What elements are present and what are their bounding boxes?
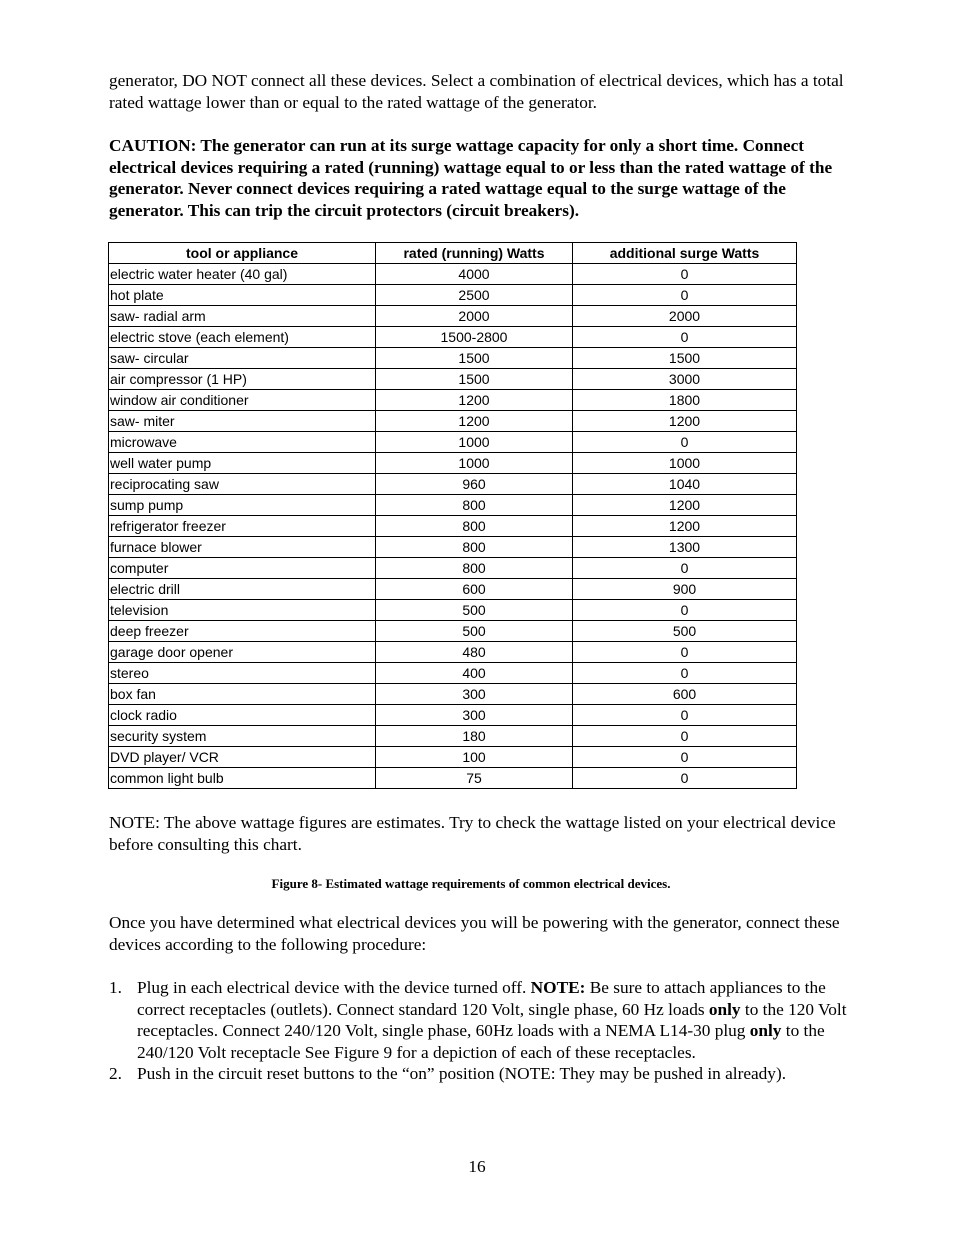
- cell-rated-watts: 1000: [376, 453, 573, 474]
- table-row: [109, 495, 797, 516]
- cell-rated-watts: 1500-2800: [376, 327, 573, 348]
- step-emphasis: only: [708, 999, 741, 1019]
- cell-rated-watts: 400: [376, 663, 573, 684]
- table-header-row: [109, 243, 797, 264]
- note-paragraph: NOTE: The above wattage figures are estimates. Try to check the wattage listed on your electrical device before consulting this chart.: [109, 813, 836, 854]
- header-rated-watts: rated (running) Watts: [376, 243, 573, 264]
- table-row: [109, 432, 797, 453]
- step-text: Plug in each electrical device with the device turned off.: [137, 978, 531, 997]
- cell-surge-watts: 900: [573, 579, 797, 600]
- cell-surge-watts: 0: [573, 264, 797, 285]
- cell-rated-watts: 800: [376, 537, 573, 558]
- cell-appliance: hot plate: [109, 285, 376, 306]
- cell-surge-watts: 3000: [573, 369, 797, 390]
- cell-surge-watts: 0: [573, 285, 797, 306]
- cell-appliance: electric water heater (40 gal): [109, 264, 376, 285]
- table-row: [109, 411, 797, 432]
- table-row: [109, 579, 797, 600]
- cell-surge-watts: 1200: [573, 516, 797, 537]
- page-number: 16: [468, 1157, 486, 1176]
- cell-surge-watts: 0: [573, 726, 797, 747]
- cell-surge-watts: 1200: [573, 495, 797, 516]
- cell-rated-watts: 1500: [376, 348, 573, 369]
- step-text: to the 120 Volt receptacles. Connect 240/120 Volt, single phase, 60Hz loads with a NEMA L14-30 plug: [137, 999, 847, 1040]
- table-row: [109, 726, 797, 747]
- cell-appliance: DVD player/ VCR: [109, 747, 376, 768]
- cell-rated-watts: 800: [376, 495, 573, 516]
- cell-rated-watts: 1000: [376, 432, 573, 453]
- cell-rated-watts: 180: [376, 726, 573, 747]
- header-tool: tool or appliance: [109, 243, 376, 264]
- table-row: [109, 621, 797, 642]
- cell-surge-watts: 0: [573, 558, 797, 579]
- cell-rated-watts: 800: [376, 516, 573, 537]
- cell-appliance: electric drill: [109, 579, 376, 600]
- table-row: [109, 663, 797, 684]
- cell-appliance: air compressor (1 HP): [109, 369, 376, 390]
- cell-rated-watts: 960: [376, 474, 573, 495]
- cell-appliance: reciprocating saw: [109, 474, 376, 495]
- step-text: Be sure to attach appliances to the correct receptacles (outlets). Connect standard 120 Volt, single phase, 60 Hz loads: [137, 978, 826, 1019]
- cell-rated-watts: 480: [376, 642, 573, 663]
- cell-appliance: computer: [109, 558, 376, 579]
- cell-surge-watts: 1800: [573, 390, 797, 411]
- cell-appliance: box fan: [109, 684, 376, 705]
- cell-appliance: electric stove (each element): [109, 327, 376, 348]
- procedure-step: [109, 1063, 854, 1085]
- figure-caption: Figure 8- Estimated wattage requirements of common electrical devices.: [271, 876, 671, 891]
- table-row: [109, 537, 797, 558]
- cell-surge-watts: 0: [573, 768, 797, 789]
- cell-appliance: security system: [109, 726, 376, 747]
- cell-appliance: deep freezer: [109, 621, 376, 642]
- cell-rated-watts: 100: [376, 747, 573, 768]
- cell-rated-watts: 1200: [376, 411, 573, 432]
- procedure-intro: Once you have determined what electrical devices you will be powering with the generator, connect these devices according to the following procedure:: [109, 913, 840, 954]
- table-row: [109, 264, 797, 285]
- cell-rated-watts: 300: [376, 684, 573, 705]
- cell-rated-watts: 600: [376, 579, 573, 600]
- cell-appliance: television: [109, 600, 376, 621]
- cell-appliance: garage door opener: [109, 642, 376, 663]
- table-row: [109, 390, 797, 411]
- cell-rated-watts: 1500: [376, 369, 573, 390]
- step-number: 1.: [109, 978, 122, 997]
- table-row: [109, 285, 797, 306]
- cell-rated-watts: 500: [376, 621, 573, 642]
- table-row: [109, 747, 797, 768]
- table-row: [109, 327, 797, 348]
- cell-surge-watts: 600: [573, 684, 797, 705]
- cell-surge-watts: 1040: [573, 474, 797, 495]
- cell-rated-watts: 800: [376, 558, 573, 579]
- table-row: [109, 453, 797, 474]
- table-row: [109, 768, 797, 789]
- step-emphasis: NOTE:: [530, 978, 586, 997]
- table-row: [109, 705, 797, 726]
- table-row: [109, 348, 797, 369]
- cell-appliance: refrigerator freezer: [109, 516, 376, 537]
- table-row: [109, 600, 797, 621]
- cell-rated-watts: 4000: [376, 264, 573, 285]
- cell-appliance: window air conditioner: [109, 390, 376, 411]
- procedure-step: [109, 977, 854, 1063]
- cell-surge-watts: 500: [573, 621, 797, 642]
- cell-appliance: saw- miter: [109, 411, 376, 432]
- header-surge-watts: additional surge Watts: [573, 243, 797, 264]
- table-row: [109, 516, 797, 537]
- cell-surge-watts: 0: [573, 705, 797, 726]
- cell-appliance: microwave: [109, 432, 376, 453]
- cell-surge-watts: 1000: [573, 453, 797, 474]
- cell-rated-watts: 2500: [376, 285, 573, 306]
- cell-appliance: saw- circular: [109, 348, 376, 369]
- cell-rated-watts: 1200: [376, 390, 573, 411]
- intro-paragraph: generator, DO NOT connect all these devices. Select a combination of electrical devices, which has a total rated wattage lower than or equal to the rated wattage of the generator.: [109, 71, 844, 112]
- table-row: [109, 306, 797, 327]
- cell-surge-watts: 0: [573, 600, 797, 621]
- procedure-steps: [109, 977, 854, 1085]
- cell-surge-watts: 1200: [573, 411, 797, 432]
- step-text: to the 240/120 Volt receptacle See Figure 9 for a depiction of each of these receptacles.: [137, 1021, 825, 1062]
- cell-surge-watts: 0: [573, 432, 797, 453]
- cell-rated-watts: 300: [376, 705, 573, 726]
- cell-rated-watts: 2000: [376, 306, 573, 327]
- cell-rated-watts: 75: [376, 768, 573, 789]
- table-row: [109, 642, 797, 663]
- table-row: [109, 558, 797, 579]
- cell-appliance: well water pump: [109, 453, 376, 474]
- cell-surge-watts: 0: [573, 747, 797, 768]
- table-row: [109, 684, 797, 705]
- cell-appliance: stereo: [109, 663, 376, 684]
- table-row: [109, 474, 797, 495]
- cell-appliance: furnace blower: [109, 537, 376, 558]
- table-row: [109, 369, 797, 390]
- caution-paragraph: CAUTION: The generator can run at its surge wattage capacity for only a short time. Connect electrical devices requiring a rated (running) wattage equal to or less than the rated wattage of the generator. Never connect devices requiring a rated wattage equal to the surge wattage of the generator. This can trip the circuit protectors (circuit breakers).: [109, 136, 833, 220]
- step-emphasis: only: [749, 1021, 782, 1040]
- cell-appliance: sump pump: [109, 495, 376, 516]
- step-number: 2.: [109, 1064, 122, 1083]
- cell-appliance: saw- radial arm: [109, 306, 376, 327]
- cell-surge-watts: 1500: [573, 348, 797, 369]
- cell-rated-watts: 500: [376, 600, 573, 621]
- cell-surge-watts: 0: [573, 327, 797, 348]
- cell-surge-watts: 1300: [573, 537, 797, 558]
- cell-appliance: clock radio: [109, 705, 376, 726]
- cell-surge-watts: 2000: [573, 306, 797, 327]
- cell-appliance: common light bulb: [109, 768, 376, 789]
- cell-surge-watts: 0: [573, 663, 797, 684]
- wattage-table: [108, 242, 797, 789]
- step-text: Push in the circuit reset buttons to the “on” position (NOTE: They may be pushed in already).: [137, 1064, 787, 1083]
- table-body: [109, 264, 797, 789]
- cell-surge-watts: 0: [573, 642, 797, 663]
